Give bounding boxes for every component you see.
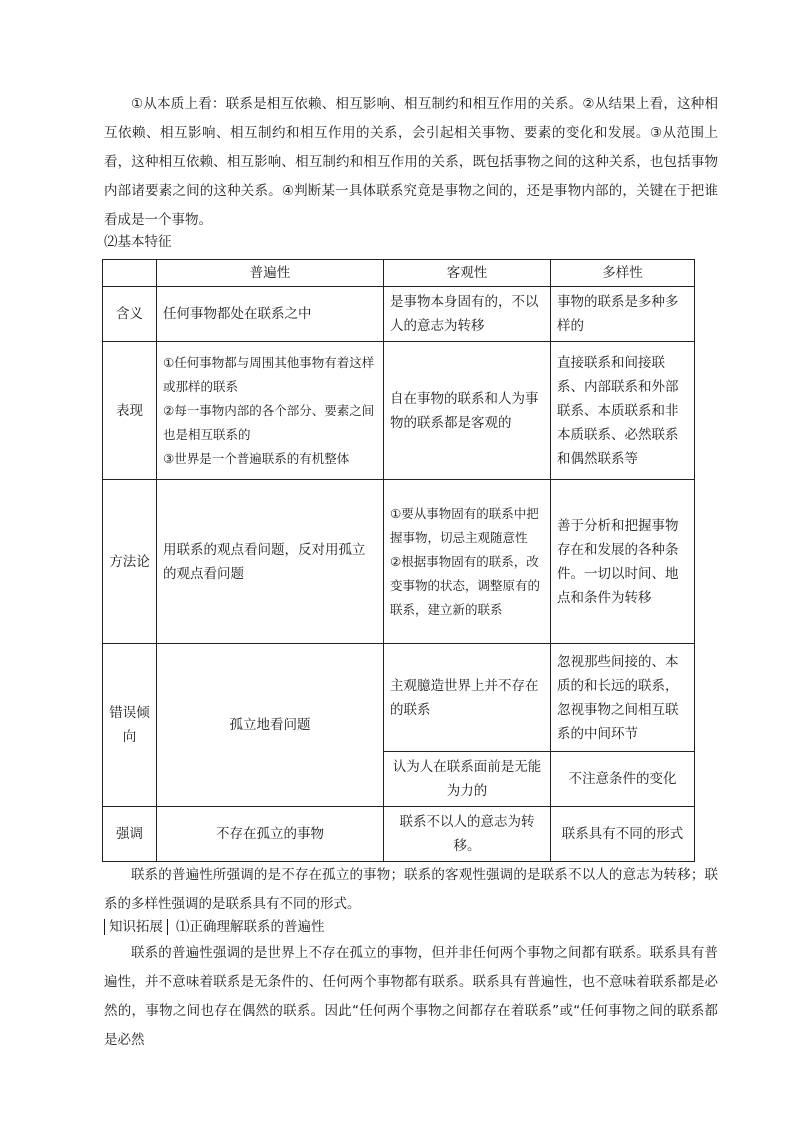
table-row-meaning — [103, 287, 695, 342]
methodology-point-2: ②根据事物固有的联系，改变事物的状态，调整原有的联系，建立新的联系 — [390, 553, 541, 617]
methodology-point-1: ①要从事物固有的联系中把握事物，切忌主观随意性 — [390, 505, 539, 545]
knowledge-extension-heading: ⑴正确理解联系的普遍性 — [176, 919, 325, 935]
summary-paragraph: 联系的普遍性所强调的是不存在孤立的事物；联系的客观性强调的是联系不以人的意志为转移；联系的多样性强调的是联系具有不同的形式。 — [104, 867, 718, 912]
row-label-manifestation: 表现 — [103, 342, 157, 480]
cell-emphasis-universal: 不存在孤立的事物 — [157, 807, 384, 862]
cell-error-universal: 孤立地看问题 — [157, 644, 384, 807]
table-row-methodology — [103, 480, 695, 644]
row-label-methodology: 方法论 — [103, 480, 157, 644]
cell-manifestation-universal — [157, 342, 384, 480]
header-universal: 普遍性 — [157, 260, 384, 287]
cell-emphasis-objective: 联系不以人的意志为转移。 — [384, 807, 551, 862]
header-objective: 客观性 — [384, 260, 551, 287]
cell-methodology-diverse: 善于分析和把握事物存在和发展的各种条件。一切以时间、地点和条件为转移 — [551, 480, 695, 644]
row-label-error: 错误倾向 — [103, 644, 157, 807]
table-header-row — [103, 260, 695, 287]
cell-meaning-universal: 任何事物都处在联系之中 — [157, 287, 384, 342]
intro-paragraph: ①从本质上看：联系是相互依赖、相互影响、相互制约和相互作用的关系。②从结果上看，这种相互依赖、相互影响、相互制约和相互作用的关系，会引起相关事物、要素的变化和发展。③从范围上看，这种相互依赖、相互影响、相互制约和相互作用的关系，既包括事物之间的这种关系，也包括事物内部诸要素之间的这种关系。④判断某一具体联系究竟是事物之间的，还是事物内部的，关键在于把谁看成是一个事物。 — [104, 96, 718, 228]
section-heading: ⑵基本特征 — [104, 234, 172, 250]
cell-meaning-diverse: 事物的联系是多种多样的 — [551, 287, 695, 342]
cell-error-objective-a: 主观臆造世界上并不存在的联系 — [384, 644, 551, 752]
table-row-emphasis — [103, 807, 695, 862]
header-corner — [103, 260, 157, 287]
cell-emphasis-diverse: 联系具有不同的形式 — [551, 807, 695, 862]
cell-methodology-objective — [384, 480, 551, 644]
manifestation-point-1: ①任何事物都与周围其他事物有着这样或那样的联系 — [163, 354, 375, 394]
row-label-emphasis: 强调 — [103, 807, 157, 862]
cell-error-diverse-a: 忽视那些间接的、本质的和长远的联系，忽视事物之间相互联系的中间环节 — [551, 644, 695, 752]
cell-error-objective-b: 认为人在联系面前是无能为力的 — [384, 752, 551, 807]
extension-paragraph: 联系的普遍性强调的是世界上不存在孤立的事物，但并非任何两个事物之间都有联系。联系具有普遍性，并不意味着联系是无条件的、任何两个事物都有联系。联系具有普遍性，也不意味着联系都是必然的，事物之间也存在偶然的联系。因此“任何两个事物之间都存在着联系”或“任何事物之间的联系都是必然 — [104, 945, 718, 1048]
knowledge-extension-line — [104, 917, 325, 937]
cell-meaning-objective: 是事物本身固有的，不以人的意志为转移 — [384, 287, 551, 342]
features-table — [102, 259, 695, 862]
cell-methodology-universal: 用联系的观点看问题，反对用孤立的观点看问题 — [157, 480, 384, 644]
cell-manifestation-objective: 自在事物的联系和人为事物的联系都是客观的 — [384, 342, 551, 480]
manifestation-point-3: ③世界是一个普遍联系的有机整体 — [163, 450, 350, 466]
table-row-manifestation — [103, 342, 695, 480]
row-label-meaning: 含义 — [103, 287, 157, 342]
table-row-error-a — [103, 644, 695, 752]
knowledge-extension-tag: 知识拓展 — [104, 919, 168, 935]
cell-manifestation-diverse: 直接联系和间接联系、内部联系和外部联系、本质联系和非本质联系、必然联系和偶然联系等 — [551, 342, 695, 480]
cell-error-diverse-b: 不注意条件的变化 — [551, 752, 695, 807]
header-diverse: 多样性 — [551, 260, 695, 287]
manifestation-point-2: ②每一事物内部的各个部分、要素之间也是相互联系的 — [163, 402, 375, 442]
